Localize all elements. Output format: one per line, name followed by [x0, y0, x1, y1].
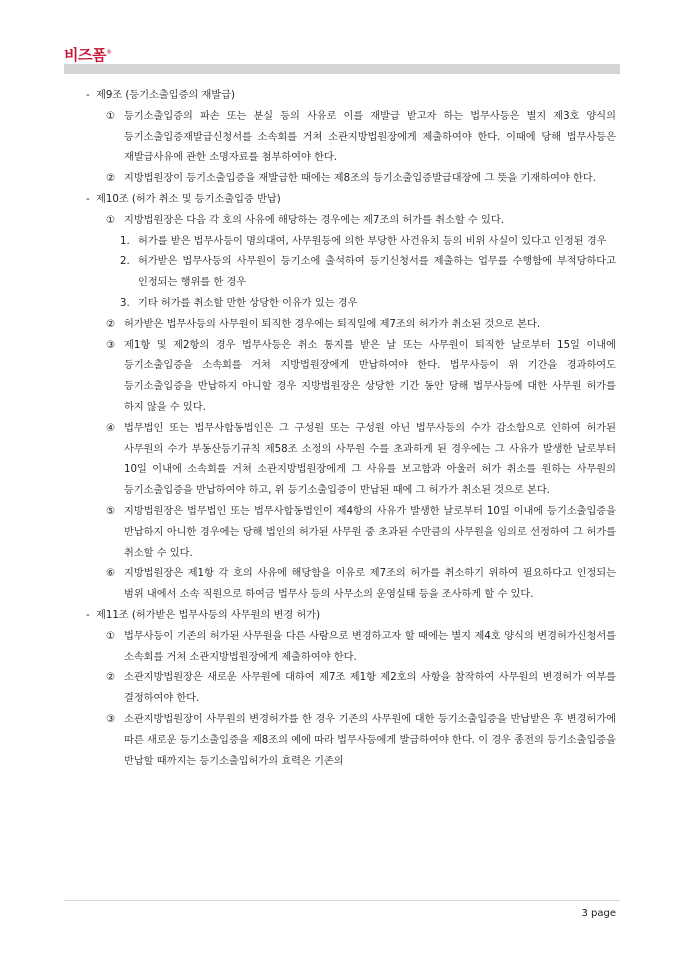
registered-mark: ®	[105, 49, 112, 56]
paragraph-text: 소관지방법원장은 새로운 사무원에 대하여 제7조 제1항 제2호의 사항을 참작하여 사무원의 변경허가 여부를 결정하여야 한다.	[124, 672, 616, 705]
item-text: 허가받은 법무사등의 사무원이 등기소에 출석하여 등기신청서를 제출하는 업무를 수행함에 부적당하다고 인정되는 행위를 한 경우	[138, 256, 616, 289]
paragraph-number: ③	[106, 713, 116, 725]
paragraph-number: ①	[106, 110, 116, 122]
logo-text: 비즈폼	[64, 46, 106, 64]
paragraph-text: 법무사등이 기존의 허가된 사무원을 다른 사람으로 변경하고자 할 때에는 별지 제4호 양식의 변경허가신청서를 소속회를 거쳐 소관지방법원장에게 제출하여야 한다.	[124, 630, 616, 663]
paragraph	[86, 419, 616, 502]
paragraph-text: 법무법인 또는 법무사합동법인은 그 구성원 또는 구성원 아닌 법무사등의 수가 감소함으로 인하여 허가된 사무원의 수가 부동산등기규칙 제58조 소정의 사무원 수를 초과하게 된 경우에는 그 사유가 발생한 날로부터 10일 이내에 소속회를 거쳐 소관지방법원장에게 그 사유를 보고함과 아울러 허가 취소를 원하는 사무원의 등기소출입증을 반납하여야 하고, 위 등기소출입증이 반납된 때에 그 허가가 취소된 것으로 본다.	[124, 422, 616, 497]
paragraph	[86, 627, 616, 669]
paragraph-number: ⑥	[106, 568, 116, 580]
item-number: 1.	[120, 235, 130, 247]
paragraph	[86, 668, 616, 710]
article-title: - 제11조 (허가받은 법무사등의 사무원의 변경 허가)	[86, 606, 616, 627]
document-body	[86, 86, 616, 772]
list-item	[86, 294, 616, 315]
paragraph-text: 지방법원장은 제1항 각 호의 사유에 해당함을 이유로 제7조의 허가를 취소하기 위하여 필요하다고 인정되는 범위 내에서 소속 직원으로 하여금 법무사 등의 사무소의 운영실태 등을 조사하게 할 수 있다.	[124, 568, 616, 601]
page-number: 3 page	[581, 908, 616, 919]
paragraph-text: 지방법원장이 등기소출입증을 재발급한 때에는 제8조의 등기소출입증발급대장에 그 뜻을 기재하여야 한다.	[124, 173, 596, 185]
paragraph	[86, 336, 616, 419]
list-item	[86, 252, 616, 294]
paragraph-number: ①	[106, 630, 116, 642]
paragraph-text: 지방법원장은 다음 각 호의 사유에 해당하는 경우에는 제7조의 허가를 취소할 수 있다.	[124, 214, 504, 226]
paragraph	[86, 564, 616, 606]
paragraph-number: ①	[106, 214, 116, 226]
paragraph-text: 지방법원장은 법무법인 또는 법무사합동법인이 제4항의 사유가 발생한 날로부터 10일 이내에 등기소출입증을 반납하지 아니한 경우에는 당해 법인의 허가된 사무원 중 초과된 수만큼의 사무원을 임의로 선정하여 그 허가를 취소할 수 있다.	[124, 505, 616, 559]
paragraph-number: ⑤	[106, 505, 116, 517]
header-bar	[64, 64, 620, 74]
paragraph-text: 허가받은 법무사등의 사무원이 퇴직한 경우에는 퇴직일에 제7조의 허가가 취소된 것으로 본다.	[124, 318, 541, 330]
paragraph-number: ③	[106, 339, 116, 351]
item-number: 3.	[120, 297, 130, 309]
paragraph-number: ②	[106, 318, 116, 330]
paragraph	[86, 169, 616, 190]
list-item	[86, 232, 616, 253]
paragraph-text: 제1항 및 제2항의 경우 법무사등은 취소 통지를 받은 날 또는 사무원이 퇴직한 날로부터 15일 이내에 등기소출입증을 소속회를 거쳐 지방법원장에게 반납하여야 한다. 법무사등이 위 기간을 경과하여도 등기소출입증을 반납하지 아니할 경우 지방법원장은 상당한 기간 동안 당해 법무사등에 대한 사무원 허가를 하지 않을 수 있다.	[124, 339, 616, 413]
paragraph-text: 소관지방법원장이 사무원의 변경허가를 한 경우 기존의 사무원에 대한 등기소출입증을 반납받은 후 변경허가에 따른 새로운 등기소출입증을 제8조의 예에 따라 법무사등에게 발급하여야 한다. 이 경우 종전의 등기소출입증을 반납할 때까지는 등기소출입허가의 효력은 기존의	[124, 713, 616, 767]
paragraph	[86, 710, 616, 772]
paragraph-number: ②	[106, 672, 116, 684]
item-text: 기타 허가를 취소할 만한 상당한 이유가 있는 경우	[138, 297, 358, 309]
item-text: 허가를 받은 법무사등이 명의대여, 사무원등에 의한 부당한 사건유치 등의 비위 사실이 있다고 인정된 경우	[138, 235, 607, 247]
article-title: - 제9조 (등기소출입증의 재발급)	[86, 86, 616, 107]
article-title: - 제10조 (허가 취소 및 등기소출입증 반납)	[86, 190, 616, 211]
paragraph	[86, 315, 616, 336]
item-number: 2.	[120, 256, 130, 268]
paragraph-number: ④	[106, 422, 116, 434]
footer-divider	[64, 900, 620, 901]
paragraph	[86, 211, 616, 232]
paragraph-number: ②	[106, 173, 116, 185]
paragraph	[86, 502, 616, 564]
paragraph	[86, 107, 616, 169]
paragraph-text: 등기소출입증의 파손 또는 분실 등의 사유로 이를 재발급 받고자 하는 법무사등은 별지 제3호 양식의 등기소출입증재발급신청서를 소속회를 거쳐 소관지방법원장에게 제출하여야 한다. 이때에 당해 법무사등은 재발급사유에 관한 소명자료를 첨부하여야 한다.	[124, 110, 616, 164]
company-logo	[64, 44, 111, 65]
